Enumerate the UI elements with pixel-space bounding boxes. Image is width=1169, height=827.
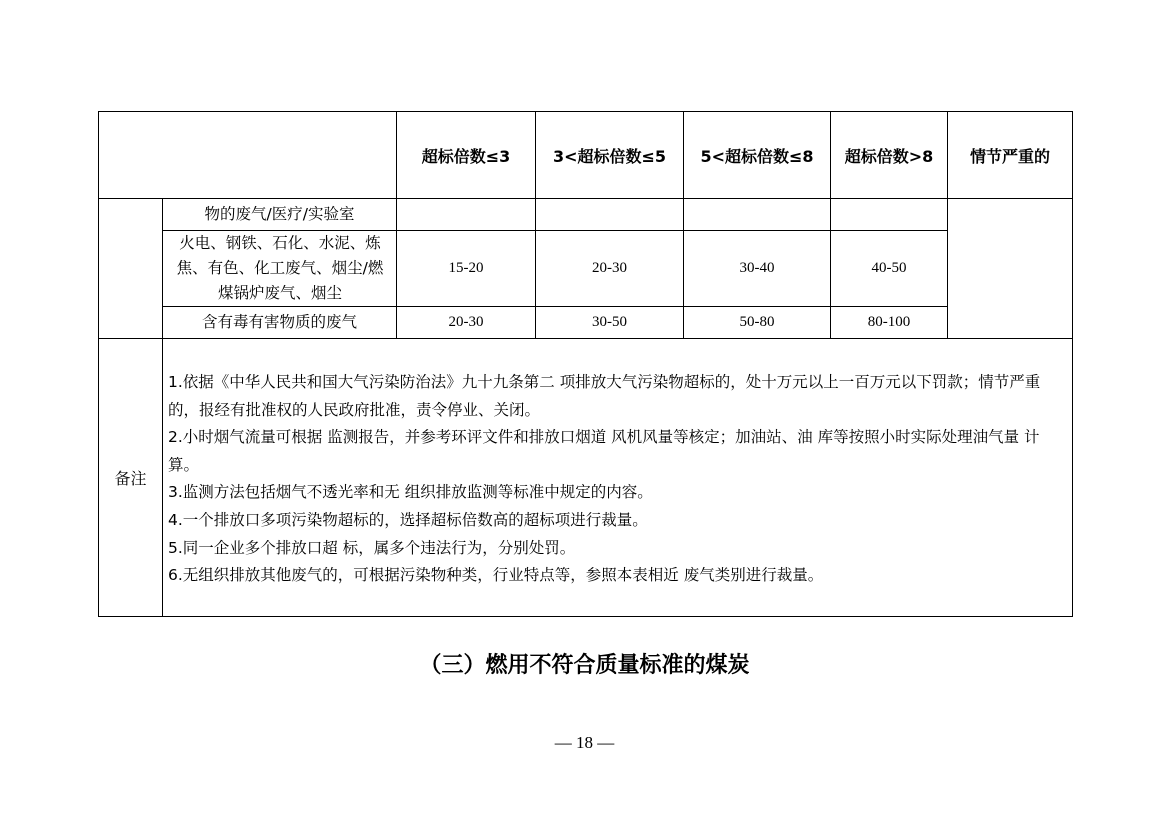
note-item: 4.一个排放口多项污染物超标的，选择超标倍数高的超标项进行裁量。 xyxy=(168,510,648,529)
header-cell-1: 超标倍数≤3 xyxy=(421,146,511,166)
section-title: （三）燃用不符合质量标准的煤炭 xyxy=(419,653,750,678)
left-col-divider xyxy=(162,198,163,616)
header-cell-2: 3<超标倍数≤5 xyxy=(552,146,667,166)
row-2-value-1: 15-20 xyxy=(448,260,484,276)
page-number: — 18 — xyxy=(554,733,615,752)
header-cell-3: 5<超标倍数≤8 xyxy=(700,146,814,166)
note-item: 2.小时烟气流量可根据 监测报告，并参考环评文件和排放口烟道 风机风量等核定；加油站、油 库等按照小时实际处理油气量 计算。 xyxy=(168,428,1040,474)
row-3-value-1: 20-30 xyxy=(448,314,484,330)
note-item: 1.依据《中华人民共和国大气污染防治法》九十九条第二 项排放大气污染物超标的，处十万元以上一百万元以下罚款；情节严重的，报经有批准权的人民政府批准，责令停业、关闭。 xyxy=(168,373,1041,419)
header-cell-5: 情节严重的 xyxy=(969,146,1050,166)
note-item: 6.无组织排放其他废气的，可根据污染物种类，行业特点等，参照本表相近 废气类别进行裁量。 xyxy=(168,566,824,585)
row-1-category: 物的废气/医疗/实验室 xyxy=(204,205,355,223)
row-3-category: 含有毒有害物质的废气 xyxy=(201,313,357,331)
note-item: 5.同一企业多个排放口超 标，属多个违法行为，分别处罚。 xyxy=(168,538,576,557)
row-3-value-4: 80-100 xyxy=(867,314,911,330)
row-2-value-3: 30-40 xyxy=(739,260,775,276)
row-2-value-4: 40-50 xyxy=(871,260,907,276)
row-2-category: 火电、钢铁、石化、水泥、炼焦、有色、化工废气、烟尘/燃煤锅炉废气、烟尘 xyxy=(176,234,384,302)
notes-list xyxy=(168,369,1063,590)
row-2-value-2: 20-30 xyxy=(592,260,627,276)
row-3-value-3: 50-80 xyxy=(739,314,775,330)
header-cell-4: 超标倍数>8 xyxy=(844,146,934,166)
note-item: 3.监测方法包括烟气不透光率和无 组织排放监测等标准中规定的内容。 xyxy=(168,483,653,502)
notes-label: 备注 xyxy=(114,469,147,488)
row-3-value-2: 30-50 xyxy=(592,314,627,330)
notes-divider xyxy=(99,338,1072,339)
